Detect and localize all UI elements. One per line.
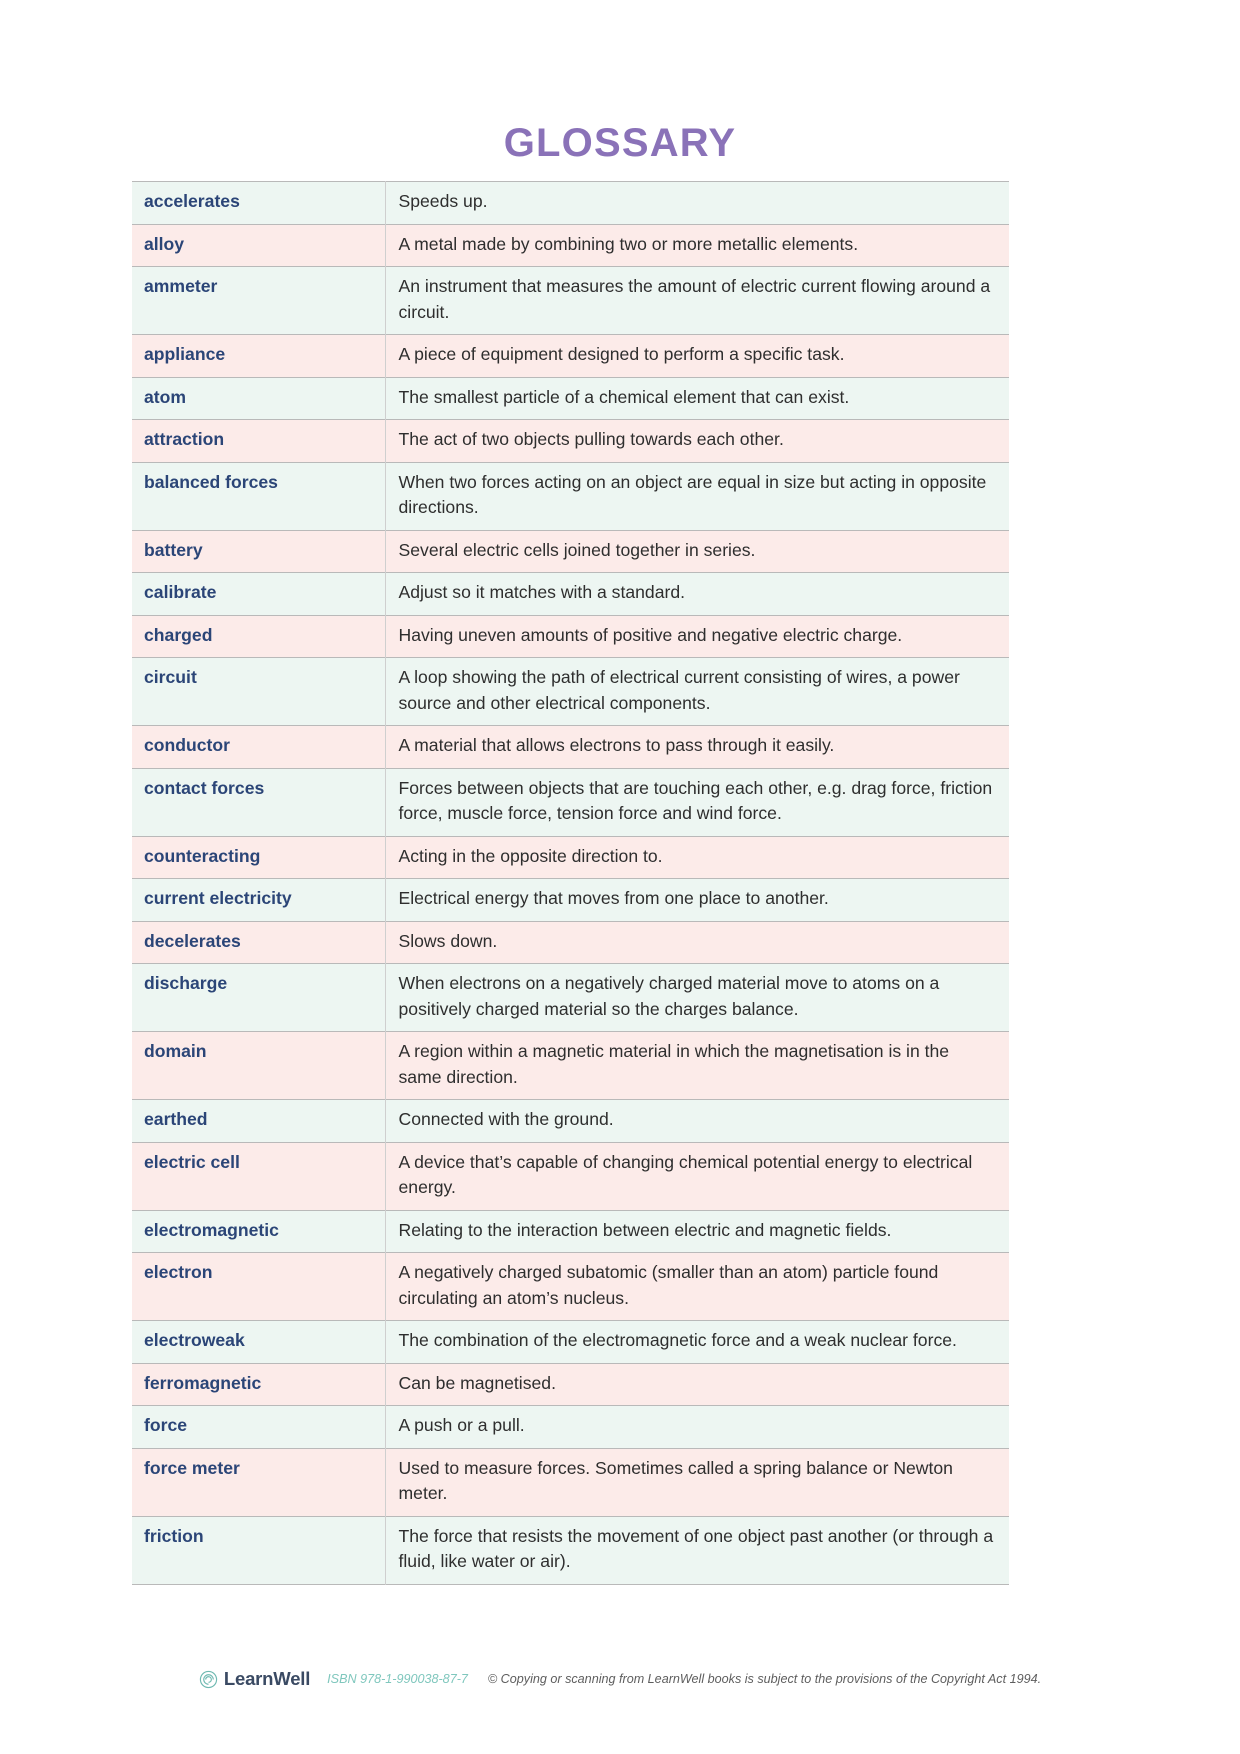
glossary-row <box>132 1253 1009 1321</box>
glossary-row <box>132 1142 1009 1210</box>
glossary-row <box>132 921 1009 964</box>
glossary-definition: Slows down. <box>398 930 498 951</box>
glossary-definition: A loop showing the path of electrical current consisting of wires, a power source and other electrical components. <box>398 667 960 713</box>
glossary-definition: Forces between objects that are touching each other, e.g. drag force, friction force, muscle force, tension force and wind force. <box>398 777 993 823</box>
glossary-row <box>132 726 1009 769</box>
glossary-row <box>132 1100 1009 1143</box>
glossary-definition: When two forces acting on an object are equal in size but acting in opposite directions. <box>398 471 987 517</box>
glossary-row <box>132 530 1009 573</box>
glossary-row <box>132 615 1009 658</box>
glossary-definition: Adjust so it matches with a standard. <box>398 582 686 602</box>
glossary-term: electromagnetic <box>132 1210 385 1253</box>
glossary-term: force meter <box>132 1448 385 1516</box>
spiral-icon <box>199 1670 218 1689</box>
glossary-term: attraction <box>132 420 385 463</box>
glossary-definition: Several electric cells joined together in series. <box>398 539 756 560</box>
page-footer <box>0 1668 1240 1690</box>
glossary-row <box>132 182 1009 225</box>
glossary-term: appliance <box>132 335 385 378</box>
glossary-row <box>132 335 1009 378</box>
glossary-row <box>132 768 1009 836</box>
glossary-row <box>132 377 1009 420</box>
glossary-row <box>132 462 1009 530</box>
glossary-term: electroweak <box>132 1321 385 1364</box>
glossary-term: discharge <box>132 964 385 1032</box>
glossary-table-body <box>132 182 1009 1585</box>
glossary-definition: An instrument that measures the amount of electric current flowing around a circuit. <box>398 276 991 322</box>
glossary-definition: Acting in the opposite direction to. <box>398 845 663 866</box>
glossary-definition: A device that’s capable of changing chemical potential energy to electrical energy. <box>398 1151 973 1197</box>
glossary-term: current electricity <box>132 879 385 922</box>
glossary-definition: Speeds up. <box>398 191 488 211</box>
page-title: GLOSSARY <box>503 121 737 165</box>
glossary-row <box>132 1406 1009 1449</box>
glossary-term: domain <box>132 1032 385 1100</box>
glossary-term: conductor <box>132 726 385 769</box>
glossary-table <box>132 181 1009 1585</box>
glossary-term: alloy <box>132 224 385 267</box>
glossary-row <box>132 1210 1009 1253</box>
glossary-row <box>132 1321 1009 1364</box>
glossary-row <box>132 573 1009 616</box>
glossary-row <box>132 1032 1009 1100</box>
glossary-row <box>132 658 1009 726</box>
glossary-row <box>132 267 1009 335</box>
glossary-row <box>132 836 1009 879</box>
glossary-definition: A negatively charged subatomic (smaller than an atom) particle found circulating an atom’s nucleus. <box>398 1262 939 1308</box>
glossary-row <box>132 1363 1009 1406</box>
glossary-row <box>132 1516 1009 1584</box>
isbn-text: ISBN 978-1-990038-87-7 <box>327 1672 468 1686</box>
glossary-term: counteracting <box>132 836 385 879</box>
glossary-definition: Relating to the interaction between electric and magnetic fields. <box>398 1219 892 1240</box>
glossary-term: ammeter <box>132 267 385 335</box>
glossary-term: force <box>132 1406 385 1449</box>
glossary-term: electron <box>132 1253 385 1321</box>
glossary-row <box>132 420 1009 463</box>
learnwell-logo <box>199 1668 310 1690</box>
glossary-definition: The combination of the electromagnetic force and a weak nuclear force. <box>398 1330 957 1350</box>
glossary-term: atom <box>132 377 385 420</box>
glossary-definition: A material that allows electrons to pass through it easily. <box>398 735 835 755</box>
glossary-definition: A piece of equipment designed to perform a specific task. <box>398 344 845 364</box>
glossary-term: circuit <box>132 658 385 726</box>
glossary-definition: When electrons on a negatively charged material move to atoms on a positively charged material so the charges balance. <box>398 973 940 1019</box>
glossary-term: balanced forces <box>132 462 385 530</box>
copyright-notice: © Copying or scanning from LearnWell books is subject to the provisions of the Copyright Act 1994. <box>487 1672 1042 1686</box>
glossary-term: battery <box>132 530 385 573</box>
glossary-term: earthed <box>132 1100 385 1143</box>
glossary-definition: Having uneven amounts of positive and negative electric charge. <box>398 624 903 645</box>
glossary-row <box>132 964 1009 1032</box>
glossary-definition: A region within a magnetic material in which the magnetisation is in the same direction. <box>398 1041 950 1087</box>
glossary-definition: The act of two objects pulling towards each other. <box>398 429 784 449</box>
glossary-definition: The smallest particle of a chemical element that can exist. <box>398 386 850 407</box>
brand-name: LearnWell <box>223 1668 311 1689</box>
glossary-definition: Connected with the ground. <box>398 1109 614 1129</box>
glossary-row <box>132 879 1009 922</box>
glossary-definition: A push or a pull. <box>398 1415 525 1435</box>
glossary-definition: A metal made by combining two or more metallic elements. <box>398 233 859 254</box>
glossary-definition: Electrical energy that moves from one place to another. <box>398 888 829 908</box>
glossary-term: contact forces <box>132 768 385 836</box>
glossary-row <box>132 1448 1009 1516</box>
glossary-term: charged <box>132 615 385 658</box>
glossary-term: calibrate <box>132 573 385 616</box>
glossary-row <box>132 224 1009 267</box>
glossary-term: accelerates <box>132 182 385 225</box>
glossary-definition: The force that resists the movement of one object past another (or through a fluid, like water or air). <box>398 1525 994 1571</box>
glossary-term: friction <box>132 1516 385 1584</box>
glossary-term: ferromagnetic <box>132 1363 385 1406</box>
glossary-term: electric cell <box>132 1142 385 1210</box>
glossary-definition: Can be magnetised. <box>398 1372 556 1393</box>
glossary-definition: Used to measure forces. Sometimes called a spring balance or Newton meter. <box>398 1457 953 1503</box>
glossary-term: decelerates <box>132 921 385 964</box>
